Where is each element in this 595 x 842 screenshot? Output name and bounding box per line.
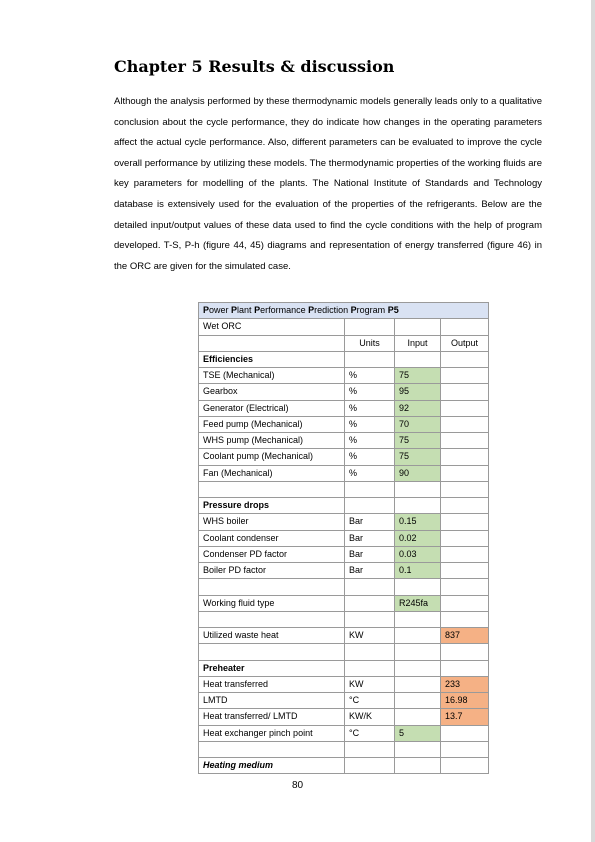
input-cell: Input [395,335,441,351]
units-cell: % [345,368,395,384]
input-cell: 0.02 [395,530,441,546]
units-cell: % [345,449,395,465]
table-title-part: P [231,305,238,316]
output-cell [441,416,489,432]
output-cell: 233 [441,676,489,692]
table-title-part: P5 [387,305,399,316]
units-cell: % [345,465,395,481]
units-cell [345,644,395,660]
page-number: 80 [291,780,304,791]
row-label-cell: Heat transferred/ LMTD [199,709,345,725]
table-row [199,498,489,514]
table-row [199,644,489,660]
output-cell [441,546,489,562]
units-cell: Bar [345,563,395,579]
output-cell [441,319,489,335]
input-cell: 75 [395,368,441,384]
input-cell: 0.03 [395,546,441,562]
output-cell [441,725,489,741]
performance-table [198,302,489,774]
units-cell: Bar [345,514,395,530]
table-row [199,319,489,335]
table-row [199,660,489,676]
units-cell: Bar [345,530,395,546]
row-label-cell [199,481,345,497]
table-title-part: rogram [356,305,388,316]
input-cell [395,709,441,725]
table-row [199,611,489,627]
output-cell [441,644,489,660]
table-title-part: erformance [260,305,309,316]
table-row [199,433,489,449]
table-row [199,530,489,546]
table-row [199,676,489,692]
table-title-part: P [203,305,210,316]
units-cell [345,481,395,497]
table-row [199,709,489,725]
input-cell: 0.15 [395,514,441,530]
units-cell [345,611,395,627]
row-label-cell: Preheater [199,660,345,676]
units-cell: % [345,384,395,400]
output-cell [441,611,489,627]
table-title-part: rediction [314,305,351,316]
units-cell: Bar [345,546,395,562]
table-row [199,595,489,611]
table-row [199,741,489,757]
units-cell [345,660,395,676]
output-cell [441,579,489,595]
table-row [199,384,489,400]
table-row [199,628,489,644]
row-label-cell: Coolant condenser [199,530,345,546]
table-row [199,514,489,530]
page-edge [591,0,595,842]
input-cell [395,758,441,774]
table-title [199,303,489,319]
output-cell [441,481,489,497]
row-label-cell: Coolant pump (Mechanical) [199,449,345,465]
row-label-cell: Utilized waste heat [199,628,345,644]
output-cell [441,400,489,416]
input-cell [395,498,441,514]
units-cell [345,319,395,335]
input-cell: 5 [395,725,441,741]
units-cell: % [345,400,395,416]
table-row [199,368,489,384]
output-cell [441,433,489,449]
table-row [199,465,489,481]
input-cell: R245fa [395,595,441,611]
units-cell: Units [345,335,395,351]
row-label-cell: Gearbox [199,384,345,400]
row-label-cell: TSE (Mechanical) [199,368,345,384]
row-label-cell: Efficiencies [199,351,345,367]
input-cell: 90 [395,465,441,481]
table-row [199,546,489,562]
row-label-cell: Generator (Electrical) [199,400,345,416]
body-paragraph: Although the analysis performed by these thermodynamic models generally leads only to a qualitative conclusion about the cycle performance, they do indicate how changes in the operating parameters affect the actual cycle performance. Also, different parameters can be evaluated to improve the cycle overall performance by utilizing these models. The thermodynamic properties of the working fluids are key parameters for modelling of the plants. The National Institute of Standards and Technology database is extensively used for the evaluation of the properties of the refrigerants. Below are the detailed input/output values of these data used to find the cycle conditions with the help of program developed. T-S, P-h (figure 44, 45) diagrams and representation of energy transferred (figure 46) in the ORC are given for the simulated case. [114,96,542,272]
output-cell [441,384,489,400]
table-row [199,481,489,497]
table-row [199,335,489,351]
units-cell: KW [345,676,395,692]
output-cell: 16.98 [441,693,489,709]
input-cell: 92 [395,400,441,416]
row-label-cell [199,644,345,660]
units-cell [345,595,395,611]
table-title-row [199,303,489,319]
units-cell: KW/K [345,709,395,725]
input-cell [395,660,441,676]
row-label-cell: Condenser PD factor [199,546,345,562]
row-label-cell: Heat exchanger pinch point [199,725,345,741]
input-cell: 75 [395,433,441,449]
row-label-cell [199,335,345,351]
input-cell [395,319,441,335]
row-label-cell: Heating medium [199,758,345,774]
table-title-part: P [308,305,315,316]
row-label-cell: WHS boiler [199,514,345,530]
input-cell [395,351,441,367]
row-label-cell [199,611,345,627]
table-row [199,400,489,416]
row-label-cell [199,579,345,595]
row-label-cell: Wet ORC [199,319,345,335]
output-cell [441,351,489,367]
output-cell [441,498,489,514]
input-cell: 70 [395,416,441,432]
output-cell [441,563,489,579]
output-cell [441,758,489,774]
output-cell: 13.7 [441,709,489,725]
table-title-part: P [254,305,261,316]
table-row [199,758,489,774]
table-title-part: ower [209,305,232,316]
output-cell: Output [441,335,489,351]
output-cell [441,530,489,546]
chapter-title: Chapter 5 Results & discussion [114,57,395,76]
row-label-cell: LMTD [199,693,345,709]
input-cell [395,579,441,595]
units-cell: °C [345,725,395,741]
row-label-cell: WHS pump (Mechanical) [199,433,345,449]
row-label-cell: Boiler PD factor [199,563,345,579]
units-cell: KW [345,628,395,644]
units-cell: % [345,416,395,432]
row-label-cell: Feed pump (Mechanical) [199,416,345,432]
output-cell [441,595,489,611]
table-row [199,416,489,432]
input-cell [395,693,441,709]
input-cell [395,644,441,660]
input-cell [395,481,441,497]
table-row [199,693,489,709]
units-cell [345,351,395,367]
table-row [199,563,489,579]
output-cell [441,741,489,757]
table-row [199,351,489,367]
output-cell [441,368,489,384]
units-cell [345,741,395,757]
input-cell [395,741,441,757]
table-row [199,579,489,595]
units-cell [345,579,395,595]
units-cell [345,498,395,514]
input-cell [395,676,441,692]
table-title-part: lant [237,305,255,316]
row-label-cell: Pressure drops [199,498,345,514]
output-cell: 837 [441,628,489,644]
row-label-cell [199,741,345,757]
units-cell: °C [345,693,395,709]
input-cell [395,611,441,627]
input-cell: 75 [395,449,441,465]
units-cell [345,758,395,774]
output-cell [441,465,489,481]
input-cell: 0.1 [395,563,441,579]
output-cell [441,660,489,676]
row-label-cell: Heat transferred [199,676,345,692]
input-cell: 95 [395,384,441,400]
output-cell [441,449,489,465]
row-label-cell: Working fluid type [199,595,345,611]
table-row [199,449,489,465]
units-cell: % [345,433,395,449]
table-title-part: P [350,305,357,316]
input-cell [395,628,441,644]
output-cell [441,514,489,530]
table-row [199,725,489,741]
row-label-cell: Fan (Mechanical) [199,465,345,481]
